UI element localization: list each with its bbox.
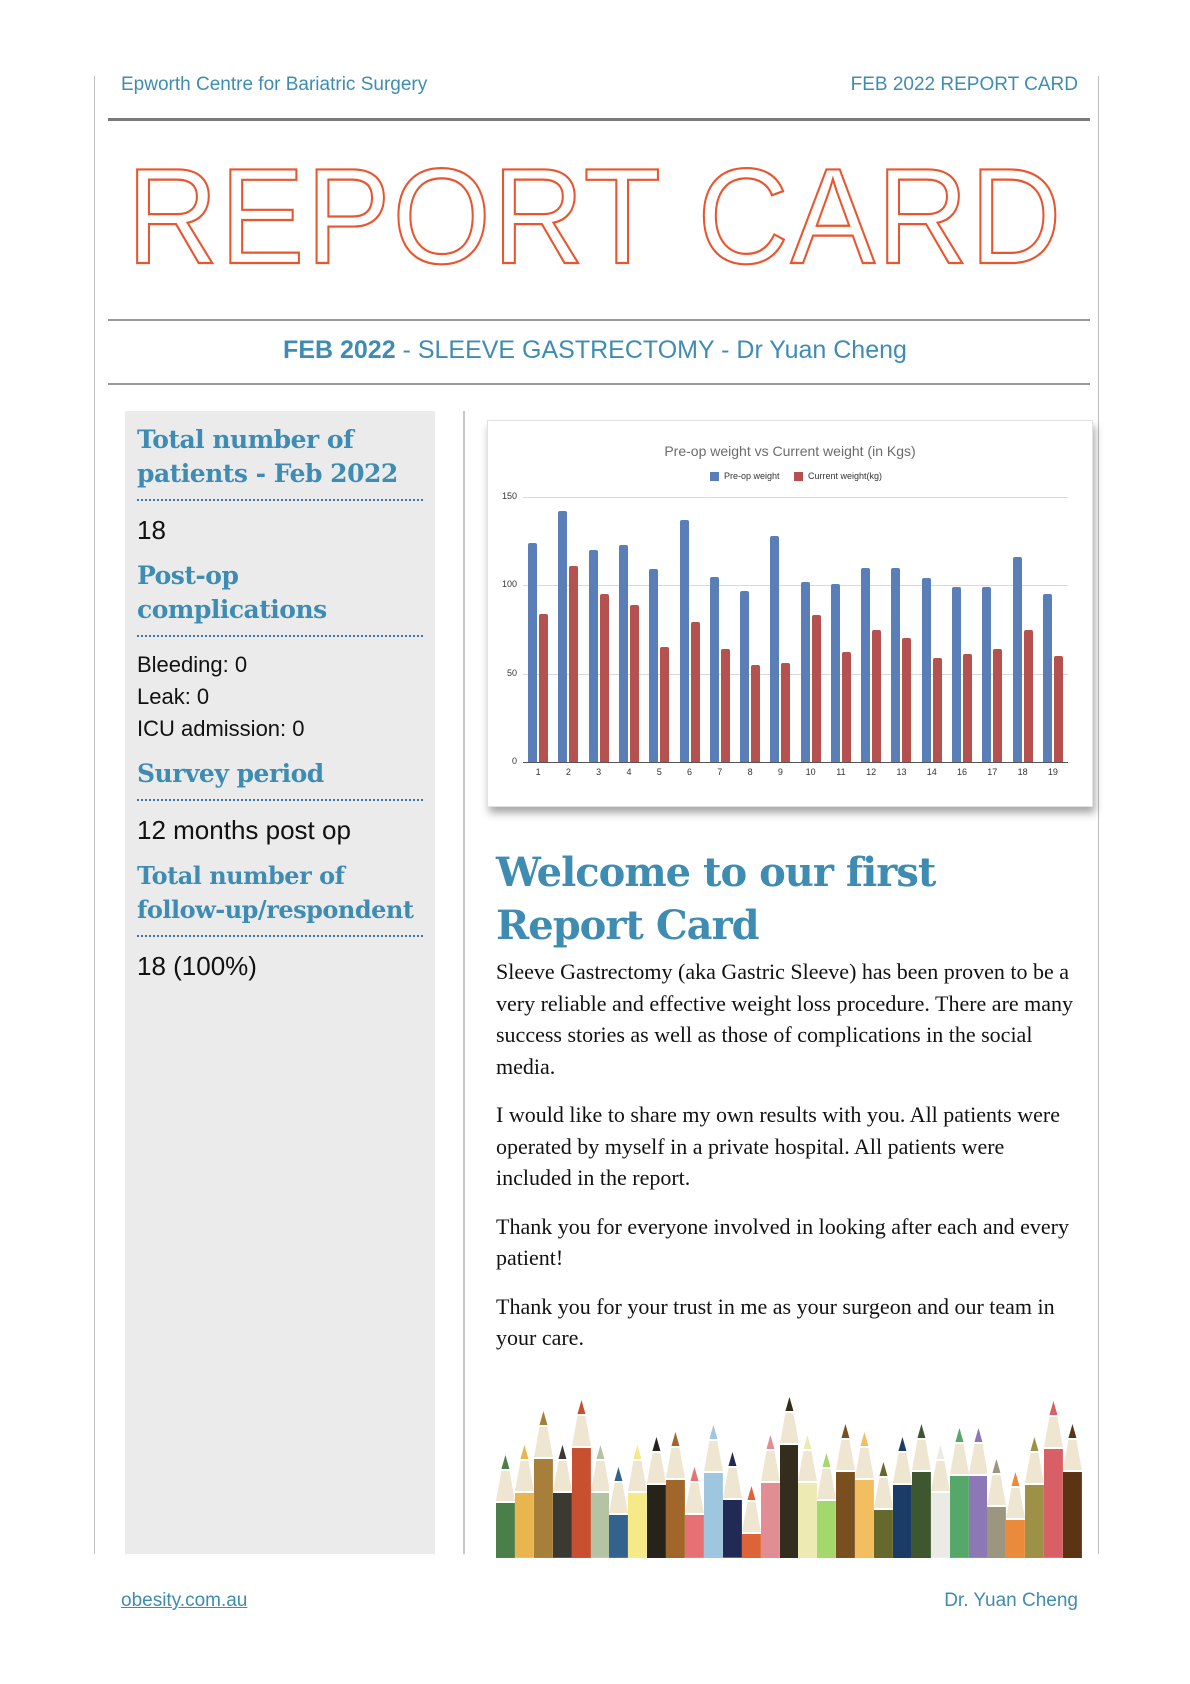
bar-preop (831, 584, 840, 762)
pencil-icon (1063, 1424, 1082, 1558)
stat-heading: Total number of follow-up/respondent (137, 861, 414, 924)
page-border-left (94, 76, 95, 1554)
stats-sidebar (125, 411, 435, 1554)
pencil-icon (893, 1437, 912, 1558)
y-tick-label: 150 (501, 491, 517, 501)
x-tick-label: 5 (656, 767, 662, 777)
column-divider (463, 411, 465, 1554)
x-tick-label: 13 (896, 767, 907, 777)
pencil-icon (534, 1411, 553, 1558)
header-report-label: FEB 2022 REPORT CARD (850, 74, 1078, 95)
stat-heading: Survey period (137, 759, 324, 788)
dotted-divider (137, 635, 423, 637)
bar-preop (1043, 594, 1052, 762)
dotted-divider (137, 799, 423, 801)
page-title: REPORT CARD (126, 140, 1064, 292)
chart-legend (488, 471, 1092, 481)
bar-current (691, 622, 700, 762)
bar-preop (740, 591, 749, 762)
pencil-icon (798, 1435, 817, 1558)
x-tick-label: 3 (596, 767, 602, 777)
x-tick-label: 1 (535, 767, 541, 777)
pencil-icon (780, 1397, 799, 1558)
bar-current (660, 647, 669, 762)
x-tick-label: 8 (747, 767, 753, 777)
pencil-icon (609, 1467, 628, 1558)
subtitle-date: FEB 2022 (283, 336, 396, 364)
pencil-icon (647, 1437, 666, 1558)
subtitle-divider (108, 383, 1090, 385)
bar-current (600, 594, 609, 762)
y-tick-label: 100 (501, 579, 517, 590)
paragraph: I would like to share my own results with you. All patients were operated by myself in a private hospital. All patients were included in the report. (496, 1102, 1060, 1190)
legend-label-current: Current weight(kg) (808, 471, 883, 481)
x-tick-label: 4 (626, 767, 632, 777)
pencil-icon (931, 1445, 950, 1558)
stat-heading: Post-op complications (137, 561, 327, 624)
header-divider (108, 118, 1090, 121)
y-tick-label: 0 (511, 756, 517, 766)
pencil-icon (1025, 1437, 1044, 1558)
stat-follow-up (137, 859, 423, 983)
stat-value-bleeding: Bleeding: 0 (137, 652, 248, 677)
bar-preop (801, 582, 810, 762)
x-tick-label: 18 (1017, 767, 1028, 777)
bar-current (630, 605, 639, 762)
bar-preop (710, 577, 719, 763)
legend-swatch-preop (710, 472, 719, 481)
x-tick-label: 16 (957, 767, 968, 777)
page-border-right (1098, 76, 1099, 1554)
header-organization: Epworth Centre for Bariatric Surgery (121, 74, 428, 95)
pencil-icon (628, 1445, 647, 1558)
paragraph: Thank you for your trust in me as your surgeon and our team in your care. (496, 1293, 1055, 1350)
legend-label-preop: Pre-op weight (723, 471, 780, 481)
stat-complications (137, 559, 423, 745)
bar-preop (861, 568, 870, 762)
bar-preop (982, 587, 991, 762)
bar-current (933, 658, 942, 762)
pencil-icon (685, 1467, 704, 1558)
x-tick-label: 17 (987, 767, 998, 777)
bar-current (539, 614, 548, 762)
bar-current (872, 630, 881, 763)
pencil-icon (666, 1432, 685, 1558)
pencil-icon (855, 1432, 874, 1558)
pencil-icon (912, 1424, 931, 1558)
bar-preop (680, 520, 689, 762)
website-link[interactable]: obesity.com.au (121, 1590, 248, 1611)
bar-current (842, 652, 851, 762)
pencil-icon (1044, 1401, 1063, 1558)
chart-title: Pre-op weight vs Current weight (in Kgs) (664, 443, 916, 459)
stat-value: 18 (137, 515, 166, 545)
x-tick-label: 19 (1047, 767, 1058, 777)
pencil-icon (1006, 1472, 1025, 1559)
stat-value: 18 (100%) (137, 951, 257, 981)
bar-current (902, 638, 911, 762)
x-tick-label: 6 (687, 767, 693, 777)
bar-current (963, 654, 972, 762)
bar-current (781, 663, 790, 762)
bar-current (1024, 630, 1033, 763)
chart-plot-area (501, 491, 1068, 777)
bar-preop (922, 578, 931, 762)
welcome-heading: Welcome to our first Report Card (496, 849, 936, 949)
pencil-icon (761, 1435, 780, 1558)
bar-preop (891, 568, 900, 762)
paragraph: Sleeve Gastrectomy (aka Gastric Sleeve) has been proven to be a very reliable and effective weight loss procedure. There are many success stories as well as those of complications in the social media. (496, 959, 1074, 1079)
footer-author: Dr. Yuan Cheng (944, 1590, 1078, 1611)
x-axis-line (523, 762, 1068, 763)
stat-heading: Total number of patients - Feb 2022 (137, 425, 398, 488)
pencil-icon (515, 1445, 534, 1558)
x-tick-label: 7 (717, 767, 723, 777)
report-subtitle (0, 336, 1190, 365)
pencil-icon (572, 1400, 591, 1558)
pencil-icon (496, 1455, 515, 1558)
bar-current (751, 665, 760, 762)
bar-current (721, 649, 730, 762)
bar-preop (649, 569, 658, 762)
pencil-icon (591, 1445, 610, 1558)
x-tick-label: 14 (926, 767, 937, 777)
pencil-icon (836, 1424, 855, 1558)
pencil-icon (969, 1428, 988, 1558)
x-tick-label: 11 (836, 767, 846, 777)
bar-current (1054, 656, 1063, 762)
stat-value-leak: Leak: 0 (137, 684, 210, 709)
x-tick-label: 2 (565, 767, 571, 777)
legend-swatch-current (794, 472, 803, 481)
bar-current (993, 649, 1002, 762)
bar-preop (1013, 557, 1022, 762)
dotted-divider (137, 499, 423, 501)
bar-preop (589, 550, 598, 762)
pencil-icon (742, 1486, 761, 1558)
x-tick-label: 10 (805, 767, 816, 777)
x-tick-label: 9 (777, 767, 783, 777)
bar-current (569, 566, 578, 762)
weight-chart (487, 420, 1093, 807)
paragraph: Thank you for everyone involved in looking after each and every patient! (496, 1213, 1070, 1270)
colored-pencils-illustration (496, 1412, 1082, 1558)
bar-preop (952, 587, 961, 762)
title-divider (108, 319, 1090, 321)
pencil-icon (987, 1459, 1006, 1558)
subtitle-procedure: - SLEEVE GASTRECTOMY - Dr Yuan Cheng (395, 336, 907, 364)
bar-preop (619, 545, 628, 762)
stat-total-patients (137, 423, 423, 547)
stat-value: 12 months post op (137, 815, 351, 845)
stat-survey-period (137, 757, 423, 847)
dotted-divider (137, 935, 423, 937)
welcome-body (496, 956, 1076, 1371)
bar-current (812, 615, 821, 762)
bar-preop (558, 511, 567, 762)
pencil-icon (874, 1462, 893, 1558)
pencil-icon (704, 1425, 723, 1558)
pencil-icon (723, 1452, 742, 1558)
pencil-icon (817, 1453, 836, 1558)
bar-preop (528, 543, 537, 762)
bar-preop (770, 536, 779, 762)
stat-value-icu: ICU admission: 0 (137, 716, 305, 741)
y-tick-label: 50 (506, 667, 517, 678)
pencil-icon (950, 1428, 969, 1558)
x-tick-label: 12 (866, 767, 877, 777)
pencil-icon (553, 1445, 572, 1558)
